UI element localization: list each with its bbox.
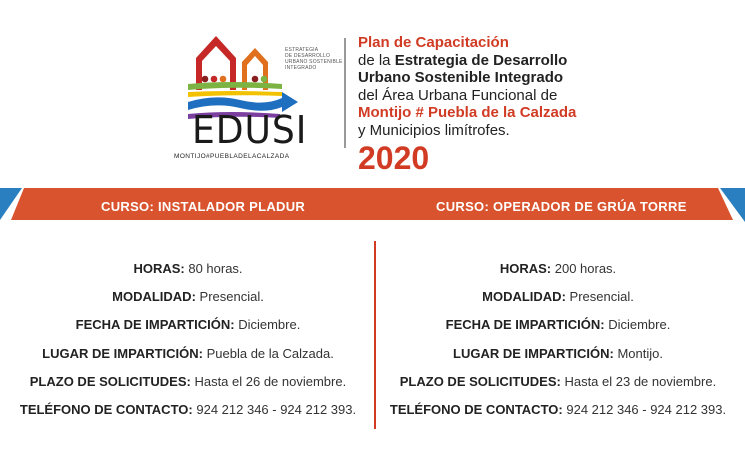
logo-small-text: ESTRATEGIA DE DESARROLLO URBANO SOSTENIBLE INTEGRADO (285, 47, 343, 71)
plan-line-2: de la Estrategia de Desarrollo (358, 51, 568, 69)
course-title-2: CURSO: OPERADOR DE GRÚA TORRE (436, 199, 687, 214)
deadline-row: PLAZO DE SOLICITUDES: Hasta el 23 de noviembre. (399, 373, 717, 389)
course-details-1 (3, 256, 373, 425)
plan-line-6: y Municipios limítrofes. (358, 121, 510, 139)
date-row: FECHA DE IMPARTICIÓN: Diciembre. (445, 317, 671, 333)
hours-row: HORAS: 200 horas. (499, 261, 617, 276)
plan-line-3: Urbano Sostenible Integrado (358, 69, 564, 87)
location-row: LUGAR DE IMPARTICIÓN: Montijo. (453, 345, 663, 361)
plan-line-5: Montijo # Puebla de la Calzada (358, 104, 577, 122)
date-row: FECHA DE IMPARTICIÓN: Diciembre. (75, 317, 301, 333)
course-title-1: CURSO: INSTALADOR PLADUR (101, 199, 306, 214)
course-details-2 (373, 256, 743, 425)
logo-caption: MONTIJO#PUEBLADELACALZADA (174, 153, 290, 160)
plan-line-4: del Área Urbana Funcional de (358, 86, 558, 104)
plan-heading: Plan de Capacitación (358, 34, 509, 51)
phone-row: TELÉFONO DE CONTACTO: 924 212 346 - 924 212 393. (19, 401, 357, 417)
location-row: LUGAR DE IMPARTICIÓN: Puebla de la Calzada. (42, 345, 334, 361)
hours-row: HORAS: 80 horas. (133, 261, 243, 276)
plan-year: 2020 (358, 139, 430, 176)
deadline-row: PLAZO DE SOLICITUDES: Hasta el 26 de noviembre. (29, 373, 347, 389)
logo-wordmark: EDUSI (192, 108, 308, 152)
modality-row: MODALIDAD: Presencial. (482, 289, 634, 305)
modality-row: MODALIDAD: Presencial. (112, 289, 264, 305)
phone-row: TELÉFONO DE CONTACTO: 924 212 346 - 924 212 393. (389, 401, 727, 417)
